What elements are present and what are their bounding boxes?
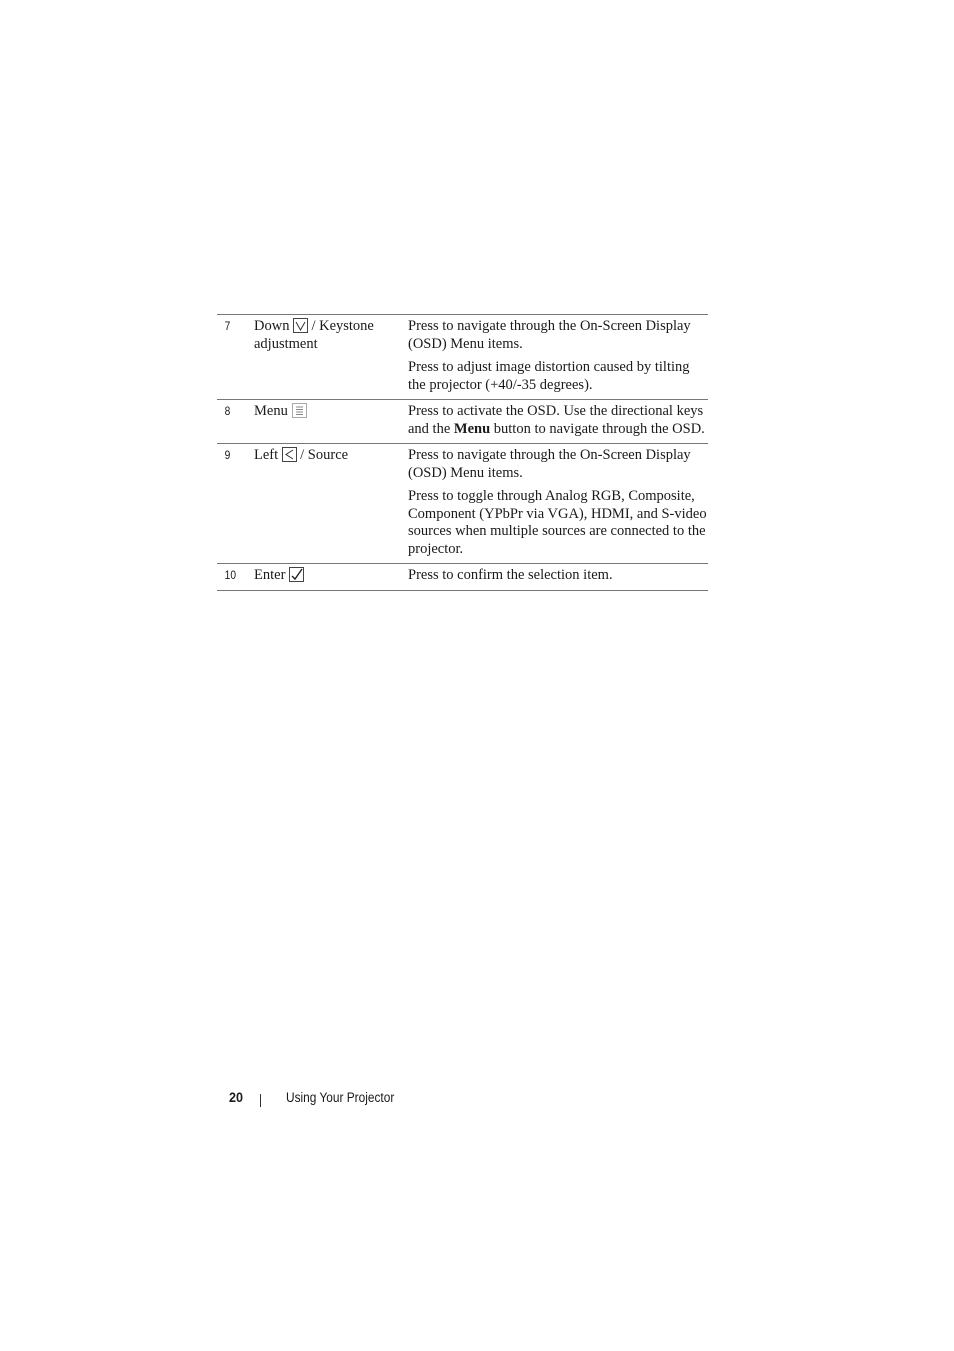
description-paragraph: Press to adjust image distortion caused by tilting the projector (+40/-35 degrees). bbox=[408, 359, 690, 393]
description-text: Press to activate the OSD. Use the directional keys and the bbox=[408, 403, 704, 437]
enter-check-icon bbox=[289, 567, 304, 582]
button-name-text: Enter bbox=[254, 567, 286, 583]
left-arrow-icon bbox=[282, 447, 297, 462]
footer-divider bbox=[260, 1094, 261, 1107]
down-arrow-icon bbox=[293, 318, 308, 333]
table-row bbox=[217, 444, 708, 564]
table-row bbox=[217, 564, 708, 591]
description-paragraph: Press to navigate through the On-Screen Display (OSD) Menu items. bbox=[408, 447, 691, 481]
button-name bbox=[254, 315, 408, 400]
description-text: button to navigate through the OSD. bbox=[490, 420, 705, 437]
button-name-text: Menu bbox=[254, 403, 288, 419]
section-title: Using Your Projector bbox=[286, 1090, 395, 1105]
button-name bbox=[254, 564, 408, 591]
page-number: 20 bbox=[229, 1089, 244, 1105]
button-description bbox=[408, 400, 708, 444]
description-bold-text: Menu bbox=[453, 420, 491, 437]
row-number: 9 bbox=[217, 444, 248, 564]
row-number: 8 bbox=[217, 400, 248, 444]
table-row bbox=[217, 315, 708, 400]
button-name-text: Down bbox=[254, 318, 290, 334]
row-number: 10 bbox=[217, 564, 248, 591]
button-description-table bbox=[217, 314, 708, 591]
description-paragraph: Press to toggle through Analog RGB, Composite, Component (YPbPr via VGA), HDMI, and S-video sources when multiple sources are connected to the projector. bbox=[408, 488, 707, 557]
button-name bbox=[254, 400, 408, 444]
row-number: 7 bbox=[217, 315, 248, 400]
table-row bbox=[217, 400, 708, 444]
description-paragraph: Press to confirm the selection item. bbox=[408, 567, 613, 583]
button-name-text: Left bbox=[254, 447, 279, 463]
button-description bbox=[408, 315, 708, 400]
button-name-suffix: / Source bbox=[300, 447, 349, 463]
button-name bbox=[254, 444, 408, 564]
description-paragraph: Press to navigate through the On-Screen Display (OSD) Menu items. bbox=[408, 318, 691, 352]
menu-icon bbox=[292, 403, 307, 418]
description-paragraph bbox=[408, 403, 708, 438]
button-description bbox=[408, 564, 708, 591]
button-name-suffix: / Keystone adjustment bbox=[254, 318, 374, 352]
button-description bbox=[408, 444, 708, 564]
